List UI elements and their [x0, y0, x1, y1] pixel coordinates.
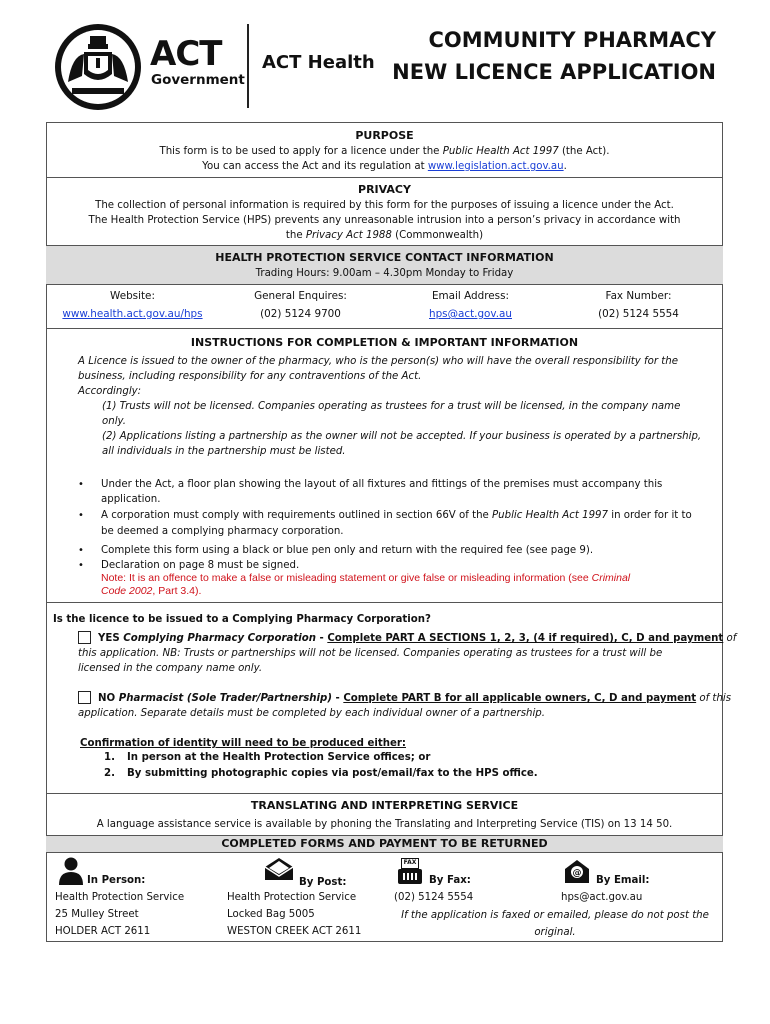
fax-label: By Fax: [429, 875, 471, 886]
criminal-code-ref: Criminal [591, 572, 631, 584]
bullet-icon: • [78, 560, 84, 571]
yes-dash: - [315, 633, 328, 644]
confirm-num-2: 2. [104, 768, 115, 779]
privacy-line2: The Health Protection Service (HPS) prevents any unreasonable intrusion into a person’s privacy in accordance with [88, 215, 681, 226]
returned-title: COMPLETED FORMS AND PAYMENT TO BE RETURNED [221, 837, 548, 850]
person-icon [58, 857, 84, 885]
no-dash: - [332, 693, 344, 704]
fax-icon-keypad [403, 873, 417, 880]
return-note-line1: If the application is faxed or emailed, please do not post the [401, 910, 709, 921]
post-line3: WESTON CREEK ACT 2611 [227, 926, 362, 937]
bullet1-line1: Under the Act, a floor plan showing the layout of all fixtures and fittings of the premises must accompany this [101, 479, 663, 490]
confirm-item-2: By submitting photographic copies via post/email/fax to the HPS office. [127, 768, 538, 779]
instr-p2: business, including responsibility for any contraventions of the Act. [78, 371, 422, 382]
bullet-icon: • [78, 479, 84, 490]
no-option-line2: application. Separate details must be completed by each individual owner of a partnership. [78, 708, 545, 719]
purpose-line2-b: . [563, 161, 567, 172]
act-health-label: ACT Health [262, 52, 375, 73]
bullet-icon: • [78, 510, 84, 521]
yes-label: YES [98, 633, 124, 644]
in-person-line1: Health Protection Service [55, 892, 185, 903]
no-option-line1 [98, 691, 731, 706]
yes-option-line3: licensed in the company name only. [78, 663, 263, 674]
svg-text:@: @ [572, 868, 582, 879]
bullet4: Declaration on page 8 must be signed. [101, 560, 300, 571]
fax-number: (02) 5124 5554 [394, 892, 474, 903]
bullet2-line1 [101, 508, 692, 523]
email-address: hps@act.gov.au [561, 892, 643, 903]
website-link-text[interactable]: www.health.act.gov.au/hps [62, 308, 203, 320]
logo-government-text: Government [151, 72, 245, 88]
confirm-num-1: 1. [104, 752, 115, 763]
trading-hours: Trading Hours: 9.00am – 4.30pm Monday to Friday [255, 268, 514, 279]
instr-p6: (2) Applications listing a partnership as the owner will not be accepted. If your business is operated by a partnership, [102, 431, 702, 442]
instr-p1: A Licence is issued to the owner of the pharmacy, who is the person(s) who will have the overall responsibility for the [78, 356, 679, 367]
offence-note-b: , Part 3.4). [152, 585, 202, 597]
instr-p7: all individuals in the partnership must be listed. [102, 446, 346, 457]
offence-note-line1 [101, 572, 630, 585]
email-label: Email Address: [431, 290, 509, 302]
yes-rest1: of [723, 633, 737, 644]
yes-type: Complying Pharmacy Corporation [123, 633, 316, 644]
bullet1-line2: application. [101, 494, 161, 505]
no-checkbox[interactable] [78, 691, 91, 704]
privacy-line3 [46, 228, 723, 243]
enquiries-label: General Enquires: [254, 290, 347, 302]
legislation-link[interactable]: www.legislation.act.gov.au [427, 161, 564, 172]
bullet3: Complete this form using a black or blue pen only and return with the required fee (see page 9). [101, 545, 594, 556]
public-health-act-ref: Public Health Act 1997 [442, 146, 559, 157]
in-person-line3: HOLDER ACT 2611 [55, 926, 151, 937]
privacy-line3-a: the [285, 230, 306, 241]
instr-p4: (1) Trusts will not be licensed. Companies operating as trustees for a trust will be licensed, in the company name [102, 401, 681, 412]
bullet2-act-ref: Public Health Act 1997 [492, 510, 609, 521]
translating-text: A language assistance service is available by phoning the Translating and Interpreting Service (TIS) on 13 14 50. [96, 819, 673, 830]
divider [46, 328, 723, 329]
yes-option-line2: this application. NB: Trusts or partnerships will not be licensed. Companies operating as trustees for a trust will be [78, 648, 663, 659]
email-icon [564, 858, 590, 884]
purpose-line1-b: (the Act). [558, 146, 610, 157]
contact-title: HEALTH PROTECTION SERVICE CONTACT INFORMATION [215, 251, 554, 264]
purpose-title: PURPOSE [355, 129, 414, 142]
confirm-title: Confirmation of identity will need to be produced either: [80, 738, 406, 749]
no-rest1: of this [696, 693, 732, 704]
page-title-line1: COMMUNITY PHARMACY [428, 28, 716, 52]
fax-icon-text: FAX [403, 859, 417, 866]
bullet2-a: A corporation must comply with requirements outlined in section 66V of the [101, 510, 493, 521]
offence-note-a: Note: It is an offence to make a false or misleading statement or give false or misleading information (see [101, 572, 592, 584]
offence-note-line2 [101, 585, 201, 598]
divider [46, 793, 723, 794]
fax-label: Fax Number: [605, 290, 672, 302]
privacy-act-ref: Privacy Act 1988 [305, 230, 392, 241]
purpose-line1-a: This form is to be used to apply for a licence under the [159, 146, 443, 157]
enquiries-value: (02) 5124 9700 [260, 308, 341, 320]
post-label: By Post: [299, 877, 347, 888]
bullet2-b: in order for it to [608, 510, 692, 521]
envelope-icon [264, 857, 294, 881]
divider [46, 602, 723, 603]
coat-of-arms-icon [52, 22, 144, 112]
bullet-icon: • [78, 545, 84, 556]
no-instruction: Complete PART B for all applicable owners, C, D and payment [343, 693, 697, 704]
purpose-line2 [46, 159, 723, 174]
logo-act-text: ACT [150, 34, 222, 74]
instructions-title: INSTRUCTIONS FOR COMPLETION & IMPORTANT INFORMATION [190, 336, 579, 349]
fax-icon [398, 858, 422, 884]
website-label: Website: [110, 290, 155, 302]
website-link[interactable] [50, 308, 215, 320]
yes-instruction: Complete PART A SECTIONS 1, 2, 3, (4 if required), C, D and payment [327, 633, 724, 644]
privacy-line3-b: (Commonwealth) [391, 230, 484, 241]
email-label: By Email: [596, 875, 650, 886]
purpose-line2-a: You can access the Act and its regulation at [202, 161, 428, 172]
post-line2: Locked Bag 5005 [227, 909, 315, 920]
confirm-item-1: In person at the Health Protection Service offices; or [127, 752, 431, 763]
return-note-line2: original. [534, 927, 576, 938]
page-title-line2: NEW LICENCE APPLICATION [392, 60, 716, 84]
in-person-line2: 25 Mulley Street [55, 909, 139, 920]
no-type: Pharmacist (Sole Trader/Partnership) [118, 693, 332, 704]
criminal-code-year: Code 2002 [101, 585, 153, 597]
email-link[interactable] [388, 308, 553, 320]
instr-p3: Accordingly: [78, 386, 142, 397]
act-government-logo [52, 22, 245, 112]
instr-p5: only. [102, 416, 126, 427]
divider [46, 177, 723, 178]
bullet2-line2: be deemed a complying pharmacy corporation. [101, 526, 344, 537]
no-label: NO [98, 693, 119, 704]
translating-title: TRANSLATING AND INTERPRETING SERVICE [250, 799, 519, 812]
privacy-title: PRIVACY [358, 183, 411, 196]
corporation-question: Is the licence to be issued to a Complying Pharmacy Corporation? [53, 614, 431, 625]
in-person-label: In Person: [87, 875, 146, 886]
fax-value: (02) 5124 5554 [598, 308, 679, 320]
email-link-text[interactable]: hps@act.gov.au [429, 308, 512, 320]
yes-checkbox[interactable] [78, 631, 91, 644]
yes-option-line1 [98, 631, 736, 646]
header-divider [247, 24, 249, 108]
post-line1: Health Protection Service [227, 892, 357, 903]
purpose-line1 [46, 144, 723, 159]
privacy-line1: The collection of personal information is required by this form for the purposes of issuing a licence under the Act. [95, 200, 674, 211]
